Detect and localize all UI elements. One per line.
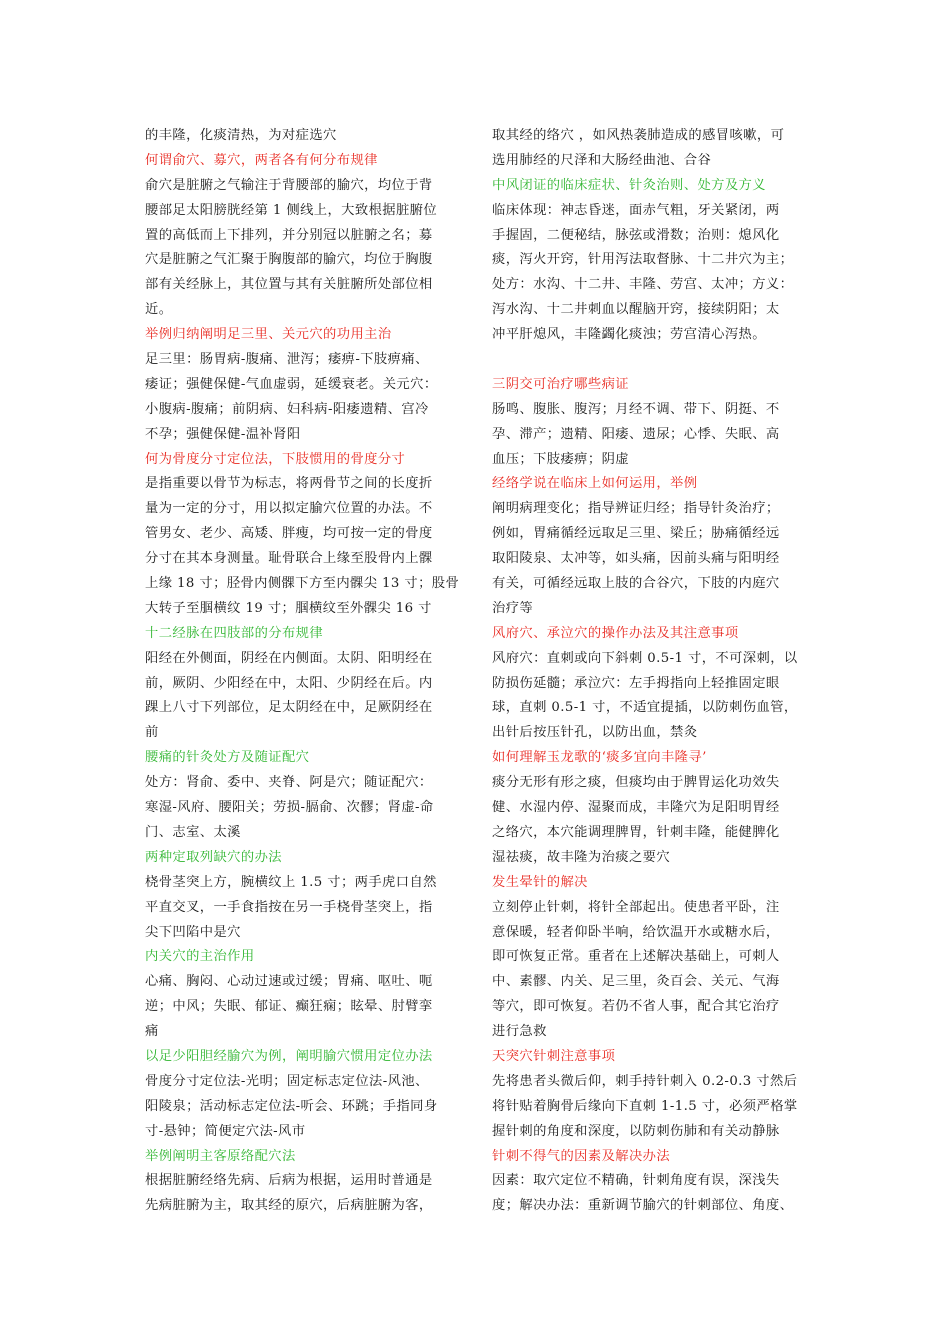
body-text-line: 孕、滞产；遗精、阳痿、遗尿；心悸、失眠、高	[492, 426, 780, 442]
question-heading: 如何理解玉龙歌的‘痰多宜向丰隆寻’	[492, 750, 707, 766]
left-text-column	[145, 124, 467, 1219]
body-text-line: 部有关经脉上，其位置与其有关脏腑所处部位相	[145, 277, 433, 293]
question-heading: 以足少阳胆经腧穴为例，阐明腧穴惯用定位办法	[145, 1048, 433, 1064]
body-text-line: 取阳陵泉、太冲等，如头痛，因前头痛与阳明经	[492, 551, 780, 567]
body-text-line: 寸-悬钟；简便定穴法-风市	[145, 1123, 306, 1139]
question-heading: 举例阐明主客原络配穴法	[145, 1148, 296, 1164]
body-text-line: 手握固，二便秘结，脉弦或滑数；治则：熄风化	[492, 227, 780, 243]
body-text-line: 大转子至腘横纹 19 寸；腘横纹至外髁尖 16 寸	[145, 600, 432, 616]
question-heading: 十二经脉在四肢部的分布规律	[145, 625, 324, 641]
body-text-line: 冲平肝熄风，丰隆蠲化痰浊；劳宫清心泻热。	[492, 327, 766, 343]
body-text-line: 痛	[145, 1024, 159, 1040]
question-heading: 两种定取列缺穴的办法	[145, 849, 282, 865]
body-text-line: 是指重要以骨节为标志，将两骨节之间的长度折	[145, 476, 433, 492]
body-text-line: 意保暖，轻者仰卧半响，给饮温开水或糖水后，	[492, 924, 780, 940]
body-text-line: 足三里：肠胃病-腹痛、泄泻；痿痹-下肢痹痛、	[145, 352, 429, 368]
body-text-line: 前，厥阴、少阳经在中，太阳、少阴经在后。内	[145, 675, 433, 691]
body-text-line: 骨度分寸定位法-光明；固定标志定位法-风池、	[145, 1073, 429, 1089]
question-heading: 腰痛的针灸处方及随证配穴	[145, 750, 310, 766]
question-heading: 天突穴针刺注意事项	[492, 1048, 616, 1064]
question-heading: 内关穴的主治作用	[145, 949, 255, 965]
body-text-line: 泻水沟、十二井刺血以醒脑开窍，接续阴阳；太	[492, 302, 780, 318]
body-text-line: 例如，胃痛循经远取足三里、梁丘；胁痛循经远	[492, 526, 780, 542]
body-text-line: 尖下凹陷中是穴	[145, 924, 241, 940]
body-text-line: 进行急救	[492, 1024, 547, 1040]
body-text-line: 小腹病-腹痛；前阴病、妇科病-阳痿遗精、宫冷	[145, 401, 429, 417]
body-text-line: 不孕；强健保健-温补肾阳	[145, 426, 301, 442]
body-text-line: 先病脏腑为主，取其经的原穴，后病脏腑为客，	[145, 1198, 433, 1214]
body-text-line: 阳经在外侧面，阴经在内侧面。太阴、阳明经在	[145, 650, 433, 666]
question-heading: 何为骨度分寸定位法，下肢惯用的骨度分寸	[145, 451, 406, 467]
body-text-line: 阳陵泉；活动标志定位法-听会、环跳；手指同身	[145, 1098, 438, 1114]
body-text-line: 因素：取穴定位不精确，针刺角度有误，深浅失	[492, 1173, 780, 1189]
question-heading: 发生晕针的解决	[492, 874, 588, 890]
body-text-line: 阐明病理变化；指导辨证归经；指导针灸治疗；	[492, 501, 780, 517]
body-text-line: 痰分无形有形之痰，但痰均由于脾胃运化功效失	[492, 775, 780, 791]
question-heading: 针刺不得气的因素及解决办法	[492, 1148, 671, 1164]
body-text-line: 桡骨茎突上方，腕横纹上 1.5 寸；两手虎口自然	[145, 874, 437, 890]
body-text-line: 中、素髎、内关、足三里，灸百会、关元、气海	[492, 974, 780, 990]
body-text-line: 出针后按压针孔，以防出血，禁灸	[492, 725, 698, 741]
body-text-line: 管男女、老少、高矮、胖瘦，均可按一定的骨度	[145, 526, 433, 542]
body-text-line: 腰部足太阳膀胱经第 1 侧线上，大致根据脏腑位	[145, 202, 438, 218]
body-text-line: 处方：水沟、十二井、丰隆、劳宫、太冲；方义：	[492, 277, 794, 293]
body-text-line: 的丰隆，化痰清热，为对症选穴	[145, 128, 337, 143]
body-text-line: 健、水湿内停、湿聚而成，丰隆穴为足阳明胃经	[492, 800, 780, 816]
body-text-line: 等穴，即可恢复。若仍不省人事，配合其它治疗	[492, 999, 780, 1015]
question-heading: 何谓俞穴、募穴，两者各有何分布规律	[145, 152, 378, 168]
body-text-line: 将针贴着胸骨后缘向下直刺 1-1.5 寸，必须严格掌	[492, 1098, 798, 1114]
question-heading: 经络学说在临床上如何运用，举例	[492, 476, 698, 492]
body-text-line: 俞穴是脏腑之气输注于背腰部的腧穴，均位于背	[145, 177, 433, 193]
body-text-line: 防损伤延髓；承泣穴：左手拇指向上轻推固定眼	[492, 675, 780, 691]
body-text-line: 握针刺的角度和深度，以防刺伤肺和有关动静脉	[492, 1123, 780, 1139]
question-heading: 风府穴、承泣穴的操作办法及其注意事项	[492, 625, 739, 641]
body-text-line: 球，直刺 0.5-1 寸，不适宜提插，以防刺伤血管，	[492, 700, 798, 716]
body-text-line: 痿证；强健保健-气血虚弱，延缓衰老。关元穴：	[145, 376, 438, 392]
body-text-line: 分寸在其本身测量。耻骨联合上缘至股骨内上髁	[145, 551, 433, 567]
body-text-line: 逆；中风；失眠、郁证、癫狂痫；眩晕、肘臂挛	[145, 999, 433, 1015]
question-heading: 三阴交可治疗哪些病证	[492, 376, 629, 392]
body-text-line: 前	[145, 725, 159, 741]
body-text-line: 选用肺经的尺泽和大肠经曲池、合谷	[492, 152, 712, 168]
body-text-line: 立刻停止针刺，将针全部起出。使患者平卧，注	[492, 899, 780, 915]
body-text-line: 风府穴：直刺或向下斜刺 0.5-1 寸，不可深刺，以	[492, 650, 798, 666]
body-text-line: 临床体现：神志昏迷，面赤气粗，牙关紧闭，两	[492, 202, 780, 218]
body-text-line: 量为一定的分寸，用以拟定腧穴位置的办法。不	[145, 501, 433, 517]
body-text-line: 痰，泻火开窍，针用泻法取督脉、十二井穴为主；	[492, 252, 794, 268]
blank-line	[492, 348, 814, 373]
body-text-line: 血压；下肢痿痹；阴虚	[492, 451, 629, 467]
body-text-line: 取其经的络穴 ，如风热袭肺造成的感冒咳嗽，可	[492, 128, 785, 143]
body-text-line: 平直交叉，一手食指按在另一手桡骨茎突上，指	[145, 899, 433, 915]
body-text-line: 根据脏腑经络先病、后病为根据，运用时普通是	[145, 1173, 433, 1189]
body-text-line: 近。	[145, 302, 173, 318]
body-text-line: 治疗等	[492, 600, 534, 616]
body-text-line: 有关，可循经远取上肢的合谷穴，下肢的内庭穴	[492, 576, 780, 592]
body-text-line: 处方：肾俞、委中、夹脊、阿是穴；随证配穴：	[145, 775, 433, 791]
body-text-line: 先将患者头微后仰，刺手持针刺入 0.2-0.3 寸然后	[492, 1073, 798, 1089]
body-text-line: 湿祛痰，故丰隆为治痰之要穴	[492, 849, 671, 865]
body-text-line: 度；解决办法：重新调节腧穴的针刺部位、角度、	[492, 1198, 794, 1214]
body-text-line: 即可恢复正常。重者在上述解决基础上，可刺人	[492, 949, 780, 965]
body-text-line: 置的高低而上下排列，并分别冠以脏腑之名；募	[145, 227, 433, 243]
body-text-line: 踝上八寸下列部位，足太阴经在中，足厥阴经在	[145, 700, 433, 716]
question-heading: 举例归纳阐明足三里、关元穴的功用主治	[145, 327, 392, 343]
body-text-line: 寒湿-风府、腰阳关；劳损-膈俞、次髎；肾虚-命	[145, 800, 434, 816]
right-text-column	[492, 124, 814, 1219]
question-heading: 中风闭证的临床症状、针灸治则、处方及方义	[492, 177, 766, 193]
body-text-line: 穴是脏腑之气汇聚于胸腹部的腧穴，均位于胸腹	[145, 252, 433, 268]
body-text-line: 心痛、胸闷、心动过速或过缓；胃痛、呕吐、呃	[145, 974, 433, 990]
body-text-line: 肠鸣、腹胀、腹泻；月经不调、带下、阴挺、不	[492, 401, 780, 417]
body-text-line: 上缘 18 寸；胫骨内侧髁下方至内髁尖 13 寸；股骨	[145, 576, 460, 592]
body-text-line: 门、志室、太溪	[145, 824, 241, 840]
body-text-line: 之络穴，本穴能调理脾胃，针刺丰隆，能健脾化	[492, 824, 780, 840]
